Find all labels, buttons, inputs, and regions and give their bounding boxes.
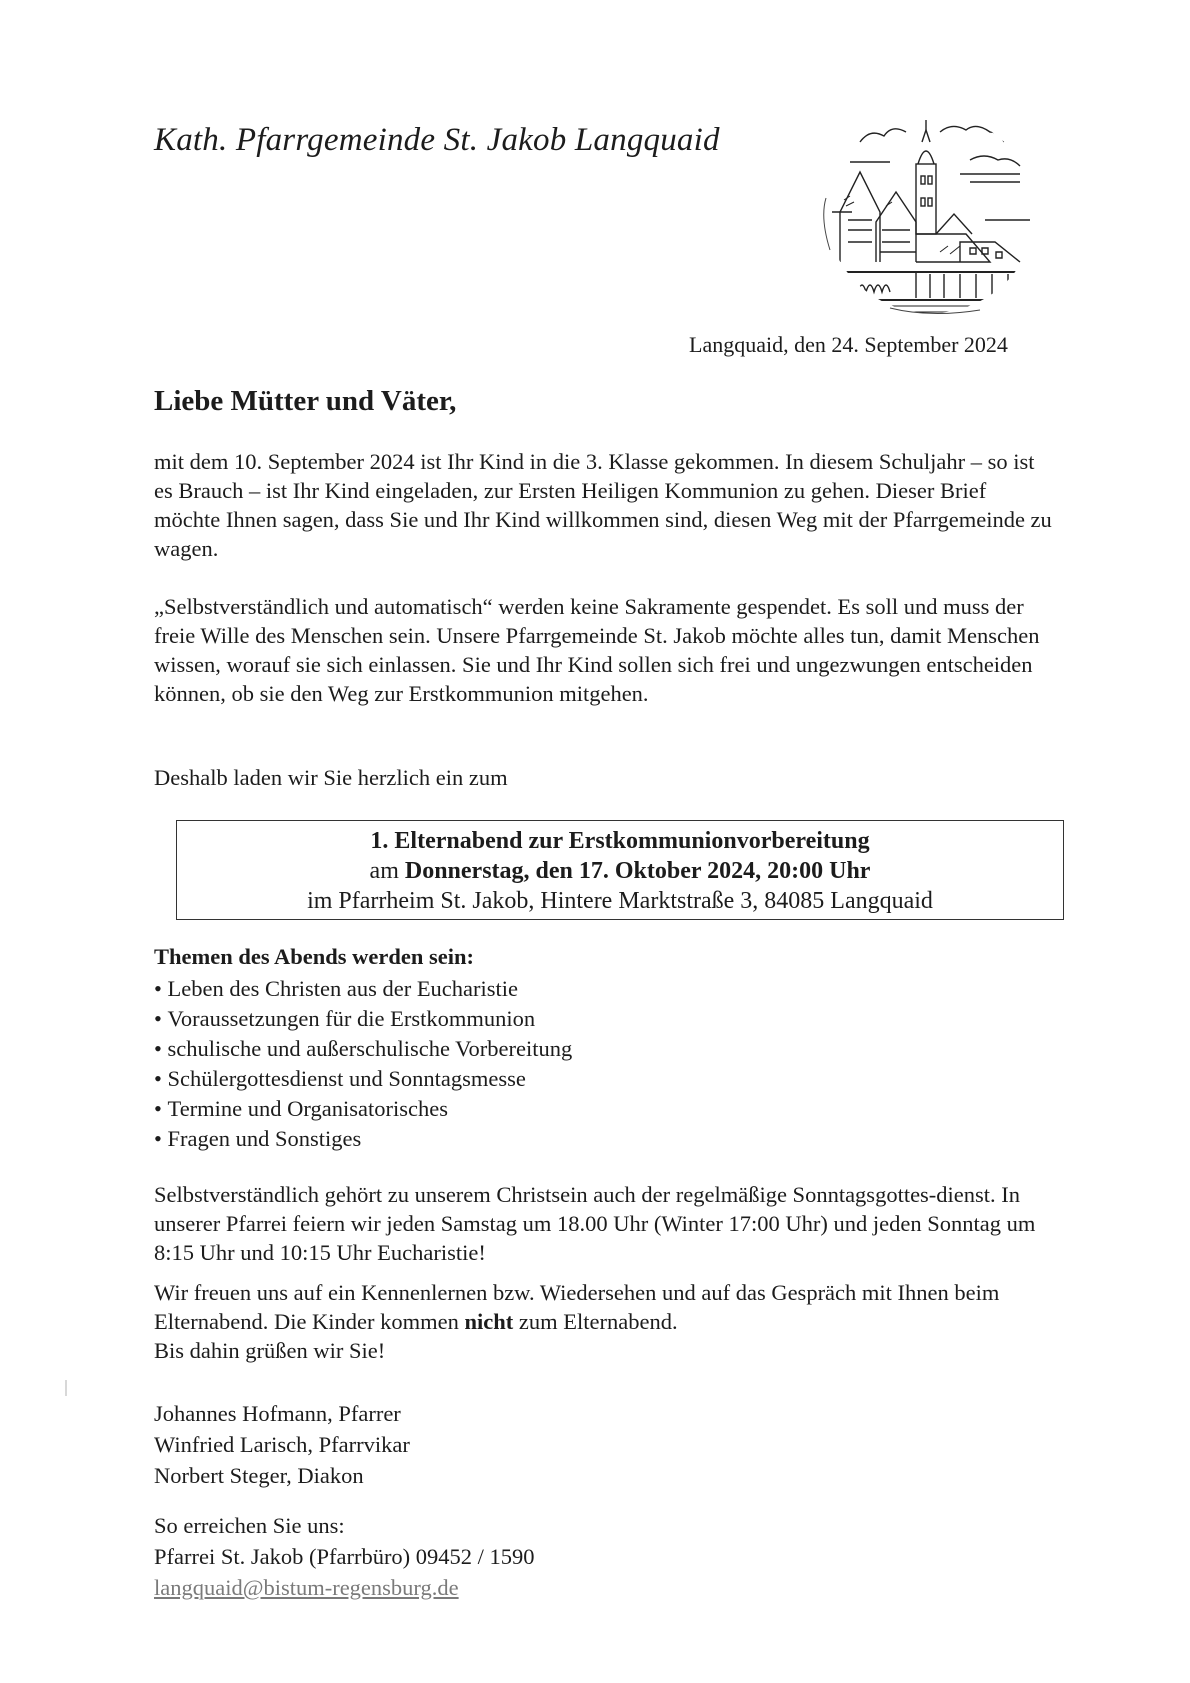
contact-block — [154, 1510, 535, 1603]
invitation-lead: Deshalb laden wir Sie herzlich ein zum — [154, 765, 508, 790]
closing-emphasis: nicht — [464, 1309, 514, 1334]
event-datetime — [177, 856, 1063, 886]
signer-deacon: Norbert Steger, Diakon — [154, 1463, 364, 1488]
signature-block — [154, 1398, 410, 1491]
list-item: • Termine und Organisatorisches — [154, 1094, 572, 1124]
closing-paragraph — [154, 1278, 1054, 1365]
event-location: im Pfarrheim St. Jakob, Hintere Marktstraße 3, 84085 Langquaid — [307, 888, 933, 914]
signer-vicar: Winfried Larisch, Pfarrvikar — [154, 1432, 410, 1457]
intro-paragraph: mit dem 10. September 2024 ist Ihr Kind in die 3. Klasse gekommen. In diesem Schuljahr – so ist es Brauch – ist Ihr Kind eingeladen, zur Ersten Heiligen Kommunion zu gehen. Dieser Brief möchte Ihnen sagen, dass Sie und Ihr Kind willkommen sind, diesen Weg mit der Pfarrgemeinde zu wagen. — [154, 449, 1052, 561]
church-logo-image — [820, 102, 1042, 320]
contact-heading: So erreichen Sie uns: — [154, 1513, 345, 1538]
signer-pastor: Johannes Hofmann, Pfarrer — [154, 1401, 401, 1426]
list-item: • Fragen und Sonstiges — [154, 1124, 572, 1154]
closing-text-end: zum Elternabend. — [513, 1309, 678, 1334]
closing-text-start: Wir freuen uns auf ein Kennenlernen bzw. Wiedersehen und auf das Gespräch mit Ihnen beim Elternabend. Die Kinder kommen — [154, 1280, 1000, 1334]
list-item: • Schülergottesdienst und Sonntagsmesse — [154, 1064, 572, 1094]
service-paragraph: Selbstverständlich gehört zu unserem Christsein auch der regelmäßige Sonntagsgottes-dienst. In unserer Pfarrei feiern wir jeden Samstag um 18.00 Uhr (Winter 17:00 Uhr) und jeden Sonntag um 8:15 Uhr und 10:15 Uhr Eucharistie! — [154, 1182, 1036, 1265]
salutation: Liebe Mütter und Väter, — [154, 385, 457, 417]
topics-title: Themen des Abends werden sein: — [154, 944, 475, 969]
greeting: Bis dahin grüßen wir Sie! — [154, 1338, 386, 1363]
event-datetime-prefix: am — [369, 858, 405, 884]
list-item: • Voraussetzungen für die Erstkommunion — [154, 1004, 572, 1034]
parish-name: Kath. Pfarrgemeinde St. Jakob Langquaid — [154, 122, 720, 158]
contact-email-link[interactable]: langquaid@bistum-regensburg.de — [154, 1575, 459, 1600]
event-datetime-value: Donnerstag, den 17. Oktober 2024, 20:00 Uhr — [404, 858, 871, 884]
contact-phone: Pfarrei St. Jakob (Pfarrbüro) 09452 / 1590 — [154, 1544, 535, 1569]
sacrament-paragraph: „Selbstverständlich und automatisch“ werden keine Sakramente gespendet. Es soll und muss der freie Wille des Menschen sein. Unsere Pfarrgemeinde St. Jakob möchte alles tun, damit Menschen wissen, worauf sie sich einlassen. Sie und Ihr Kind sollen sich frei und ungezwungen entscheiden können, ob sie den Weg zur Erstkommunion mitgehen. — [154, 594, 1040, 706]
event-title: 1. Elternabend zur Erstkommunionvorbereitung — [370, 828, 870, 854]
list-item: • Leben des Christen aus der Eucharistie — [154, 974, 572, 1004]
scan-artifact — [65, 1380, 67, 1396]
topics-list — [154, 974, 572, 1154]
list-item: • schulische und außerschulische Vorbereitung — [154, 1034, 572, 1064]
date-line: Langquaid, den 24. September 2024 — [689, 332, 1008, 357]
event-box — [176, 820, 1064, 920]
